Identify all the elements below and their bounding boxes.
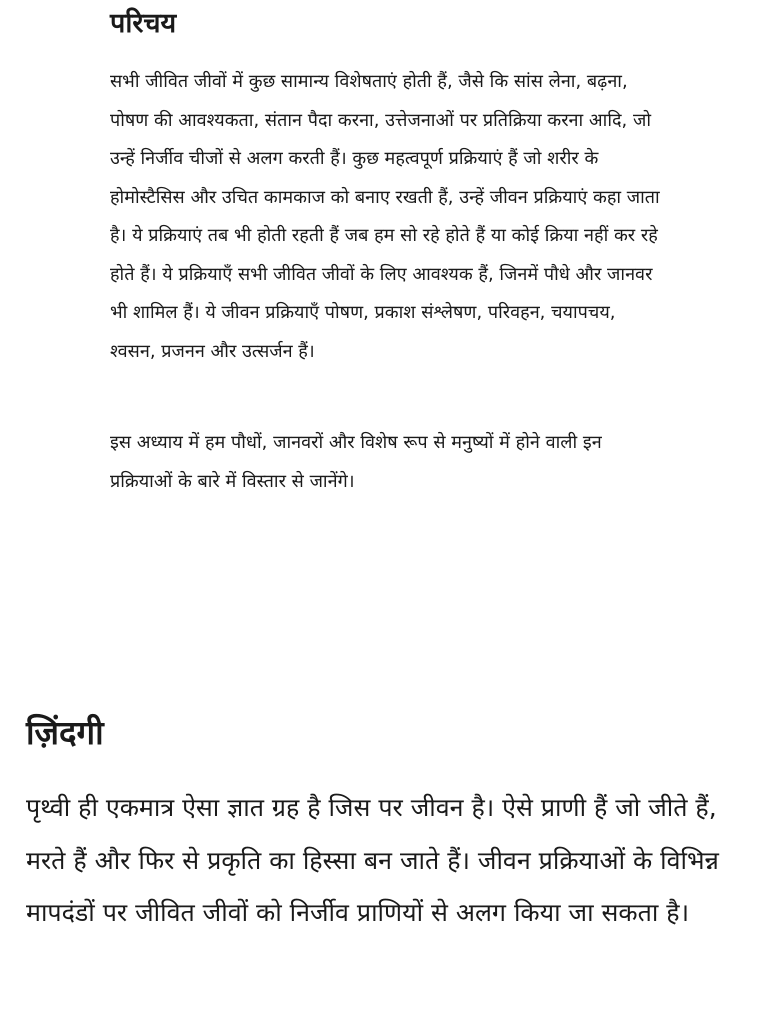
life-paragraph: पृथ्वी ही एकमात्र ऐसा ज्ञात ग्रह है जिस पर जीवन है। ऐसे प्राणी हैं जो जीते हैं, मरते हैं और फिर से प्रकृति का हिस्सा बन जाते हैं। जीवन प्रक्रियाओं के विभिन्न मापदंडों पर जीवित जीवों को निर्जीव प्राणियों से अलग किया जा सकता है।: [26, 793, 719, 927]
intro-heading: परिचय: [110, 8, 177, 39]
intro-paragraph-1: सभी जीवित जीवों में कुछ सामान्य विशेषताएं होती हैं, जैसे कि सांस लेना, बढ़ना, पोषण की आवश्यकता, संतान पैदा करना, उत्तेजनाओं पर प्रतिक्रिया करना आदि, जो उन्हें निर्जीव चीजों से अलग करती हैं। कुछ महत्वपूर्ण प्रक्रियाएं हैं जो शरीर के होमोस्टैसिस और उचित कामकाज को बनाए रखती हैं, उन्हें जीवन प्रक्रियाएं कहा जाता है। ये प्रक्रियाएं तब भी होती रहती हैं जब हम सो रहे होते हैं या कोई क्रिया नहीं कर रहे होते हैं। ये प्रक्रियाएँ सभी जीवित जीवों के लिए आवश्यक हैं, जिनमें पौधे और जानवर भी शामिल हैं। ये जीवन प्रक्रियाएँ पोषण, प्रकाश संश्लेषण, परिवहन, चयापचय, श्वसन, प्रजनन और उत्सर्जन हैं।: [110, 71, 660, 362]
intro-paragraph-2: इस अध्याय में हम पौधों, जानवरों और विशेष रूप से मनुष्यों में होने वाली इन प्रक्रियाओं के बारे में विस्तार से जानेंगे।: [110, 432, 602, 492]
life-heading: ज़िंदगी: [26, 713, 104, 752]
